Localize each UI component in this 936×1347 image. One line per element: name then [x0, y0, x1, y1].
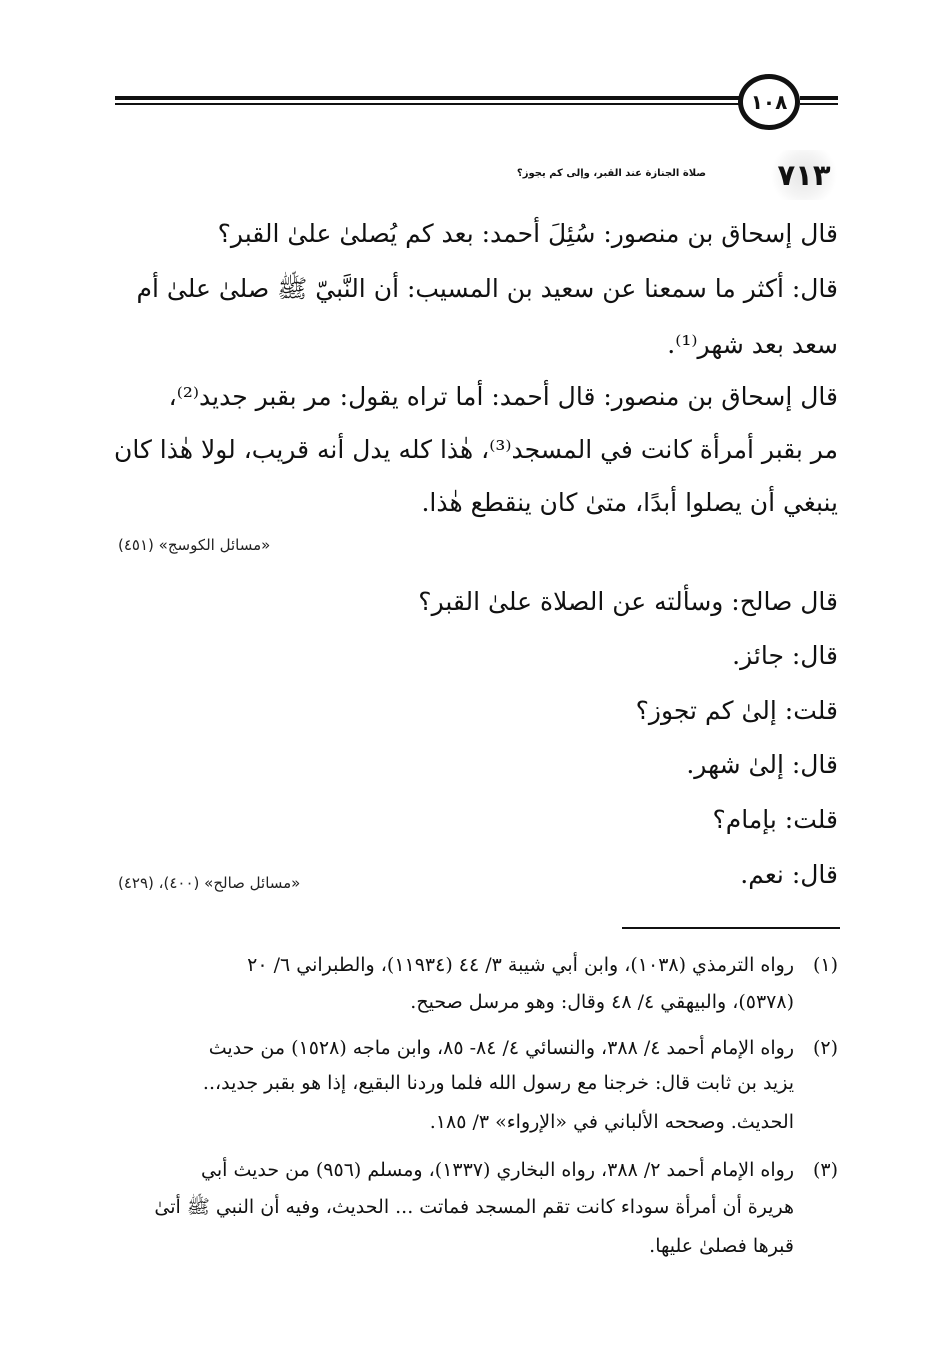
qa-line: قلت: بإمام؟ [712, 805, 838, 834]
footnote-line: رواه الإمام أحمد ٢/ ٣٨٨، رواه البخاري (١٣٣٧)، ومسلم (٩٥٦) من حديث أبي [201, 1159, 794, 1181]
footnote-number: (٢) [812, 1037, 838, 1059]
footnote-line: هريرة أن أمرأة سوداء كانت تقم المسجد فماتت ... الحديث، وفيه أن النبي ﷺ أتىٰ [154, 1196, 794, 1218]
footnote-line: يزيد بن ثابت قال: خرجنا مع رسول الله فلما وردنا البقيع، إذا هو بقبر جديد،.. [202, 1072, 794, 1094]
footnote-line: رواه الترمذي (١٠٣٨)، وابن أبي شيبة ٣/ ٤٤ (١١٩٣٤)، والطبراني ٦/ ٢٠ [247, 954, 794, 976]
page-number: ١٠٨ [738, 74, 800, 130]
header-rule-right-thin [800, 103, 838, 105]
qa-line: قال: إلىٰ شهر. [686, 750, 838, 779]
section-title: صلاة الجنازة عند القبر، وإلى كم يجوز؟ [516, 168, 706, 179]
source-citation: «مسائل صالح» (٤٠٠)، (٤٢٩) [118, 874, 301, 892]
footnote-line: (٥٣٧٨)، والبيهقي ٤/ ٤٨ وقال: وهو مرسل صحيح. [410, 991, 794, 1013]
body-line: ينبغي أن يصلوا أبدًا، متىٰ كان ينقطع هٰذا. [421, 488, 838, 517]
header-rule [115, 96, 755, 100]
footnote-line: قبرها فصلىٰ عليها. [649, 1235, 794, 1257]
body-line: مر بقبر أمرأة كانت في المسجد⁽³⁾، هٰذا كله يدل أنه قريب، لولا هٰذا كان [113, 435, 838, 464]
footnote-separator [622, 927, 840, 929]
footnote-number: (٣) [812, 1159, 838, 1181]
footnote-line: الحديث. وصححه الألباني في «الإرواء» ٣/ ١٨٥. [429, 1111, 794, 1133]
footnote-number: (١) [812, 954, 838, 976]
header-rule-right [800, 96, 838, 100]
body-line: قال إسحاق بن منصور: سُئِلَ أحمد: بعد كم يُصلىٰ علىٰ القبر؟ [217, 219, 838, 248]
qa-line: قلت: إلىٰ كم تجوز؟ [635, 696, 838, 725]
qa-line: قال صالح: وسألته عن الصلاة علىٰ القبر؟ [418, 587, 838, 616]
body-line: سعد بعد شهر⁽¹⁾. [667, 330, 838, 359]
header-rule-thin [115, 103, 755, 105]
footnote-line: رواه الإمام أحمد ٤/ ٣٨٨، والنسائي ٤/ ٨٤- ٨٥، وابن ماجه (١٥٢٨) من حديث [208, 1037, 794, 1059]
qa-line: قال: نعم. [740, 860, 838, 889]
source-citation: «مسائل الكوسج» (٤٥١) [118, 536, 271, 554]
qa-line: قال: جائز. [732, 641, 838, 670]
section-number: ٧١٣ [764, 150, 844, 200]
body-line: قال: أكثر ما سمعنا عن سعيد بن المسيب: أن النَّبيّ ﷺ صلىٰ علىٰ أم [136, 274, 838, 303]
body-line: قال إسحاق بن منصور: قال أحمد: أما تراه يقول: مر بقبر جديد⁽²⁾، [168, 382, 838, 411]
